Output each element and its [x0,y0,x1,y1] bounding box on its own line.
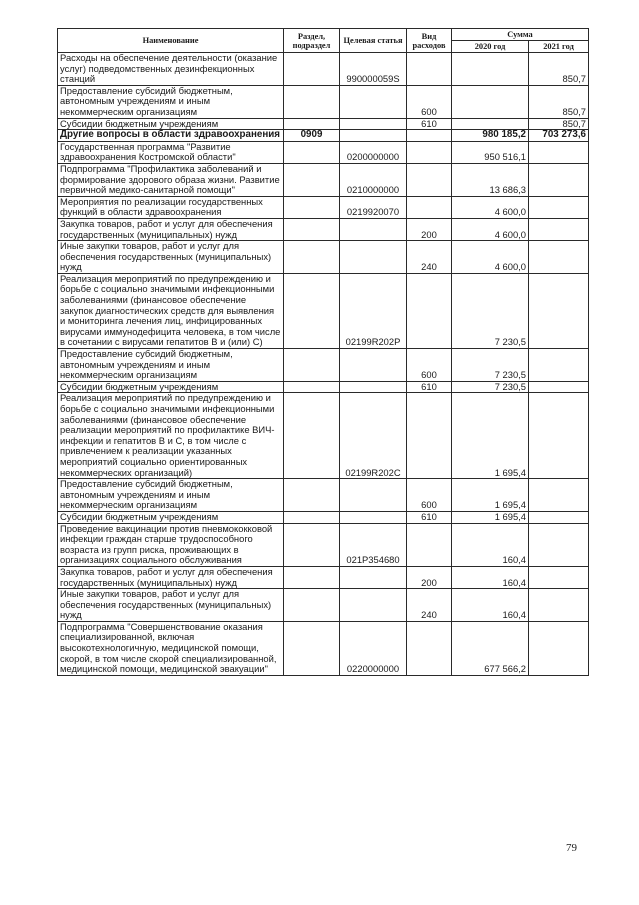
row-target [340,241,407,274]
row-section [284,163,340,196]
row-sum-2021 [529,479,589,512]
row-section [284,241,340,274]
row-type: 600 [407,85,452,118]
row-name: Закупка товаров, работ и услуг для обеспечения государственных (муниципальных) нужд [58,218,284,240]
row-sum-2020: 7 230,5 [452,273,529,348]
row-sum-2021: 850,7 [529,118,589,130]
table-row [58,381,589,393]
row-section [284,621,340,675]
row-sum-2021: 850,7 [529,53,589,86]
row-section [284,85,340,118]
row-sum-2020: 4 600,0 [452,218,529,240]
row-type [407,523,452,566]
row-name: Реализация мероприятий по предупреждению и борьбе с социально значимыми инфекционными заболеваниями (финансовое обеспечение закупок диагностических средств для выявления и мониторинга лечения лиц, инфицированных вирусами иммунодефицита человека, в том числе в сочетании с вирусами гепатитов В и (или) С) [58,273,284,348]
row-name: Закупка товаров, работ и услуг для обеспечения государственных (муниципальных) нужд [58,566,284,588]
row-name: Расходы на обеспечение деятельности (оказание услуг) подведомственных дезинфекционных станций [58,53,284,86]
row-type: 600 [407,479,452,512]
row-section [284,523,340,566]
row-sum-2020 [452,85,529,118]
row-type [407,196,452,218]
row-sum-2020: 7 230,5 [452,381,529,393]
row-type: 610 [407,118,452,130]
table-row [58,85,589,118]
row-name: Предоставление субсидий бюджетным, автономным учреждениям и иным некоммерческим организациям [58,479,284,512]
table-row [58,511,589,523]
row-type: 240 [407,589,452,622]
row-name: Подпрограмма "Профилактика заболеваний и формирование здорового образа жизни. Развитие первичной медико-санитарной помощи" [58,163,284,196]
row-sum-2021 [529,393,589,479]
row-target: 0200000000 [340,141,407,163]
row-target: 021P354680 [340,523,407,566]
row-target [340,511,407,523]
row-section [284,118,340,130]
row-sum-2020 [452,118,529,130]
row-section [284,273,340,348]
row-name: Субсидии бюджетным учреждениям [58,381,284,393]
row-sum-2020: 13 686,3 [452,163,529,196]
row-sum-2020: 980 185,2 [452,130,529,142]
table-row [58,349,589,382]
header-target: Целевая статья [340,29,407,53]
row-name: Реализация мероприятий по предупреждению и борьбе с социально значимыми инфекционными заболеваниями (финансовое обеспечение реализации мероприятий по профилактике ВИЧ- инфекции и гепатитов В и С, в том числе с привлечением к реализации указанных мероприятий социально ориентированных некоммерческих организаций) [58,393,284,479]
table-row [58,273,589,348]
table-row [58,130,589,142]
row-sum-2020 [452,53,529,86]
row-section [284,349,340,382]
page-number: 79 [566,842,577,854]
row-name: Субсидии бюджетным учреждениям [58,511,284,523]
row-type: 600 [407,349,452,382]
table-row [58,393,589,479]
row-section [284,141,340,163]
row-sum-2020: 7 230,5 [452,349,529,382]
row-section [284,53,340,86]
row-target: 990000059S [340,53,407,86]
row-section [284,566,340,588]
row-name: Государственная программа "Развитие здравоохранения Костромской области" [58,141,284,163]
row-sum-2020: 1 695,4 [452,393,529,479]
row-name: Мероприятия по реализации государственных функций в области здравоохранения [58,196,284,218]
table-row [58,218,589,240]
row-target [340,118,407,130]
row-sum-2021 [529,566,589,588]
row-name: Предоставление субсидий бюджетным, автономным учреждениям и иным некоммерческим организациям [58,85,284,118]
row-sum-2020: 1 695,4 [452,479,529,512]
row-name: Субсидии бюджетным учреждениям [58,118,284,130]
row-sum-2020: 950 516,1 [452,141,529,163]
header-name: Наименование [58,29,284,53]
row-type: 610 [407,381,452,393]
budget-table [57,28,589,676]
row-section [284,218,340,240]
row-type: 240 [407,241,452,274]
row-type: 610 [407,511,452,523]
row-type [407,163,452,196]
row-sum-2020: 1 695,4 [452,511,529,523]
row-target [340,349,407,382]
table-row [58,141,589,163]
row-section [284,589,340,622]
row-type [407,53,452,86]
table-body [58,53,589,676]
row-target: 0220000000 [340,621,407,675]
row-sum-2021 [529,511,589,523]
row-sum-2021 [529,196,589,218]
row-sum-2021: 703 273,6 [529,130,589,142]
row-sum-2021 [529,523,589,566]
row-sum-2020: 4 600,0 [452,241,529,274]
header-row [58,29,589,41]
table-row [58,589,589,622]
row-sum-2021: 850,7 [529,85,589,118]
row-sum-2021 [529,349,589,382]
row-sum-2021 [529,381,589,393]
table-row [58,479,589,512]
row-target [340,130,407,142]
table-row [58,566,589,588]
row-sum-2020: 160,4 [452,589,529,622]
row-section [284,196,340,218]
table-row [58,163,589,196]
row-sum-2021 [529,241,589,274]
row-type [407,621,452,675]
row-section [284,381,340,393]
row-name: Другие вопросы в области здравоохранения [58,130,284,142]
row-name: Иные закупки товаров, работ и услуг для обеспечения государственных (муниципальных) нужд [58,241,284,274]
row-section: 0909 [284,130,340,142]
row-sum-2021 [529,589,589,622]
header-sum: Сумма [452,29,589,41]
row-type [407,273,452,348]
table-row [58,523,589,566]
table-row [58,118,589,130]
row-name: Иные закупки товаров, работ и услуг для обеспечения государственных (муниципальных) нужд [58,589,284,622]
row-name: Проведение вакцинации против пневмококковой инфекции граждан старше трудоспособного возраста из групп риска, проживающих в организациях социального обслуживания [58,523,284,566]
row-sum-2021 [529,218,589,240]
row-target [340,85,407,118]
table-row [58,196,589,218]
row-section [284,511,340,523]
row-type [407,130,452,142]
row-sum-2021 [529,621,589,675]
row-sum-2021 [529,163,589,196]
row-sum-2020: 4 600,0 [452,196,529,218]
row-target: 02199R202P [340,273,407,348]
row-target [340,479,407,512]
row-target: 02199R202C [340,393,407,479]
row-target: 0210000000 [340,163,407,196]
header-type: Вид расходов [407,29,452,53]
table-row [58,621,589,675]
table-row [58,53,589,86]
row-type: 200 [407,566,452,588]
row-target [340,566,407,588]
row-sum-2020: 160,4 [452,523,529,566]
row-target: 0219920070 [340,196,407,218]
row-section [284,393,340,479]
row-type [407,141,452,163]
row-target [340,218,407,240]
table-row [58,241,589,274]
row-sum-2021 [529,141,589,163]
row-section [284,479,340,512]
row-type: 200 [407,218,452,240]
row-target [340,589,407,622]
row-type [407,393,452,479]
row-sum-2020: 677 566,2 [452,621,529,675]
header-2021: 2021 год [529,41,589,53]
row-name: Предоставление субсидий бюджетным, автономным учреждениям и иным некоммерческим организациям [58,349,284,382]
row-sum-2020: 160,4 [452,566,529,588]
header-2020: 2020 год [452,41,529,53]
header-section: Раздел, подраздел [284,29,340,53]
row-name: Подпрограмма "Совершенствование оказания специализированной, включая высокотехнологичную, медицинской помощи, скорой, в том числе скорой специализированной, медицинской помощи, медицинской эвакуации" [58,621,284,675]
row-target [340,381,407,393]
row-sum-2021 [529,273,589,348]
